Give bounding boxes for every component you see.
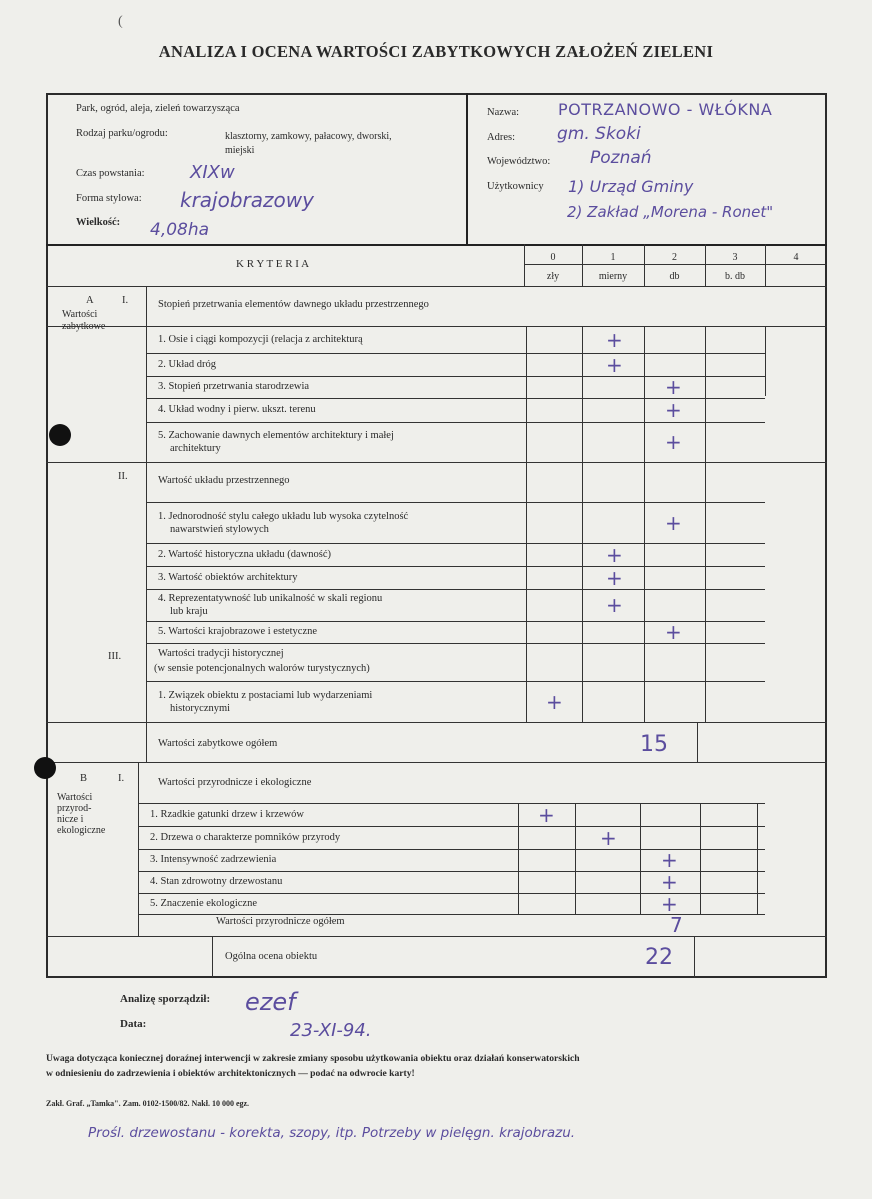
row-line <box>46 936 827 937</box>
czas-label: Czas powstania: <box>76 168 145 179</box>
row-line <box>146 502 765 503</box>
col-line <box>705 244 706 286</box>
section-b-name-2: przyrod- <box>57 803 92 814</box>
score-0: 0 <box>550 252 556 263</box>
grade-2: db <box>669 271 680 282</box>
corner-mark: ( <box>118 14 123 29</box>
adres-label: Adres: <box>487 132 515 143</box>
group-2-title: Wartość układu przestrzennego <box>158 475 290 486</box>
analiza-label: Analizę sporządził: <box>120 993 211 1005</box>
criterion-label: 1. Związek obiektu z postaciami lub wydarzeniami <box>158 689 373 701</box>
criterion-label: 3. Stopień przetrwania starodrzewia <box>158 381 310 392</box>
rodzaj-label: Rodzaj parku/ogrodu: <box>76 128 168 139</box>
group-1-title: Stopień przetrwania elementów dawnego układu przestrzennego <box>158 299 429 310</box>
note-line-1: Uwaga dotycząca koniecznej doraźnej interwencji w zakresie zmiany sposobu użytkowania obiektu oraz działań konserwatorskich <box>46 1053 580 1064</box>
section-b-group-title: Wartości przyrodnicze i ekologiczne <box>158 777 312 788</box>
score-mark: + <box>665 398 682 422</box>
section-b-name-3: nicze i <box>57 814 84 825</box>
criterion-label: 3. Wartość obiektów architektury <box>158 571 298 583</box>
criterion-label: 1. Osie i ciągi kompozycji (relacja z architekturą <box>158 333 363 345</box>
row-line <box>46 326 827 327</box>
score-mark: + <box>600 825 617 850</box>
criterion-label-cont: historycznymi <box>170 702 231 714</box>
col-line <box>582 244 583 286</box>
wojewodztwo-value: Poznań <box>590 148 652 168</box>
row-line <box>146 543 765 544</box>
score-mark: + <box>606 352 623 377</box>
col-line <box>765 244 766 286</box>
nazwa-label: Nazwa: <box>487 107 520 118</box>
section-b-name-1: Wartości <box>57 792 93 803</box>
section-a-name: Wartości zabytkowe <box>62 309 106 332</box>
group-3-title-2: (w sensie potencjonalnych walorów turystycznych) <box>154 663 370 674</box>
uzytkownicy-value-2: 2) Zakład „Morena - Ronet" <box>567 203 774 221</box>
forma-label: Forma stylowa: <box>76 193 142 204</box>
uzytkownicy-label: Użytkownicy <box>487 181 544 192</box>
section-a-roman: I. <box>122 295 129 306</box>
park-types-label: Park, ogród, aleja, zieleń towarzysząca <box>76 103 240 114</box>
row-line <box>46 762 827 763</box>
score-2: 2 <box>672 252 677 263</box>
criterion-label: 2. Wartość historyczna układu (dawność) <box>158 548 332 560</box>
col-line <box>644 326 645 722</box>
col-line <box>765 326 766 396</box>
col-line <box>575 803 576 914</box>
grade-0: zły <box>546 271 560 282</box>
section-a-total-value: 15 <box>640 732 668 757</box>
col-line <box>518 803 519 914</box>
score-mark: + <box>661 891 678 916</box>
criterion-label-cont: lub kraju <box>170 606 208 617</box>
wojewodztwo-label: Województwo: <box>487 156 551 167</box>
criterion-label: 5. Wartości krajobrazowe i estetyczne <box>158 626 318 637</box>
score-mark: + <box>606 542 623 567</box>
criterion-label: 4. Reprezentatywność lub unikalność w skali regionu <box>158 593 383 604</box>
rodzaj-options-2: miejski <box>225 145 255 156</box>
criterion-label: 4. Układ wodny i pierw. ukszt. terenu <box>158 404 316 415</box>
score-mark: + <box>538 802 555 827</box>
section-b-roman: I. <box>118 773 125 784</box>
score-mark: + <box>661 848 678 872</box>
score-4: 4 <box>793 252 799 263</box>
printer-info: Zakł. Graf. „Tamka". Zam. 0102-1500/82. Nakł. 10 000 egz. <box>46 1099 250 1108</box>
col-line <box>526 326 527 722</box>
criterion-label: 2. Układ dróg <box>158 358 217 370</box>
row-line <box>146 422 765 423</box>
wielkosc-label: Wielkość: <box>76 217 121 228</box>
score-mark: + <box>606 593 623 617</box>
criterion-label: 2. Drzewa o charakterze pomników przyrody <box>150 831 341 843</box>
row-line <box>138 826 765 827</box>
col-line <box>138 762 139 936</box>
score-mark: + <box>665 375 682 399</box>
col-line <box>212 936 213 978</box>
adres-value: gm. Skoki <box>557 124 641 144</box>
score-header-line <box>524 264 827 265</box>
uzytkownicy-value-1: 1) Urząd Gminy <box>568 177 694 196</box>
row-line <box>46 722 827 723</box>
section-b-letter: B <box>80 773 88 784</box>
criterion-label: 1. Rzadkie gatunki drzew i krzewów <box>150 808 304 820</box>
kryteria-heading: K R Y T E R I A <box>236 258 310 270</box>
score-3: 3 <box>732 252 738 263</box>
section-b-name-4: ekologiczne <box>57 825 106 836</box>
col-line <box>644 244 645 286</box>
section-a-roman-3: III. <box>108 651 122 662</box>
col-line <box>757 803 758 914</box>
criterion-label: 5. Znaczenie ekologiczne <box>150 897 257 909</box>
section-a-letter: A <box>86 295 94 306</box>
col-line <box>705 326 706 722</box>
section-a-roman-2: II. <box>118 471 128 482</box>
wielkosc-value: 4,08ha <box>150 220 210 240</box>
grade-3: b. db <box>725 271 745 282</box>
punch-hole <box>34 757 56 779</box>
criterion-label: 4. Stan zdrowotny drzewostanu <box>150 876 283 887</box>
score-mark: + <box>546 689 563 714</box>
header-divider <box>466 93 468 244</box>
criterion-label-cont: nawarstwień stylowych <box>170 523 269 535</box>
col-line <box>700 803 701 914</box>
group-3-title-1: Wartości tradycji historycznej <box>158 648 284 659</box>
analiza-signature: ezef <box>245 988 296 1016</box>
section-b-total-label: Wartości przyrodnicze ogółem <box>216 916 345 927</box>
czas-value: XIXw <box>190 162 235 183</box>
col-line <box>524 244 525 286</box>
score-mark: + <box>606 327 623 352</box>
punch-hole <box>49 424 71 446</box>
overall-value: 22 <box>645 945 673 970</box>
overall-label: Ogólna ocena obiektu <box>225 951 318 962</box>
section-a-total-label: Wartości zabytkowe ogółem <box>158 738 278 749</box>
criterion-label: 5. Zachowanie dawnych elementów architektury i małej <box>158 430 394 441</box>
row-line <box>146 353 765 354</box>
score-1: 1 <box>610 252 616 263</box>
row-line <box>138 803 765 804</box>
col-line <box>697 722 698 762</box>
score-mark: + <box>661 870 678 894</box>
col-line <box>694 936 695 978</box>
col-line <box>640 803 641 914</box>
note-line-2: w odniesieniu do zadrzewienia i obiektów architektonicznych — podać na odwrocie karty! <box>46 1068 415 1079</box>
score-mark: + <box>665 620 682 644</box>
col-line <box>582 326 583 722</box>
row-line <box>146 566 765 567</box>
score-mark: + <box>606 565 623 590</box>
data-label: Data: <box>120 1018 147 1030</box>
criterion-label-cont: architektury <box>170 443 221 454</box>
rodzaj-options: klasztorny, zamkowy, pałacowy, dworski, <box>225 131 392 142</box>
score-mark: + <box>665 510 682 535</box>
row-line <box>146 681 765 682</box>
header-bottom-line <box>46 244 827 246</box>
criterion-label: 3. Intensywność zadrzewienia <box>150 854 277 865</box>
score-mark: + <box>665 430 682 454</box>
footer-note: Prośl. drzewostanu - korekta, szopy, itp. Potrzeby w pielęgn. krajobrazu. <box>88 1125 576 1141</box>
kryteria-bottom-line <box>46 286 827 287</box>
col-line <box>146 286 147 762</box>
nazwa-value: POTRZANOWO - WŁÓKNA <box>558 100 773 119</box>
forma-value: krajobrazowy <box>180 188 314 212</box>
data-value: 23-XI-94. <box>290 1020 372 1041</box>
criterion-label: 1. Jednorodność stylu całego układu lub wysoka czytelność <box>158 510 409 522</box>
grade-1: mierny <box>598 271 628 282</box>
section-b-total-value: 7 <box>670 913 683 937</box>
row-line <box>46 462 827 463</box>
form-title: ANALIZA I OCENA WARTOŚCI ZABYTKOWYCH ZAŁOŻEŃ ZIELENI <box>158 42 714 61</box>
row-line <box>146 589 765 590</box>
